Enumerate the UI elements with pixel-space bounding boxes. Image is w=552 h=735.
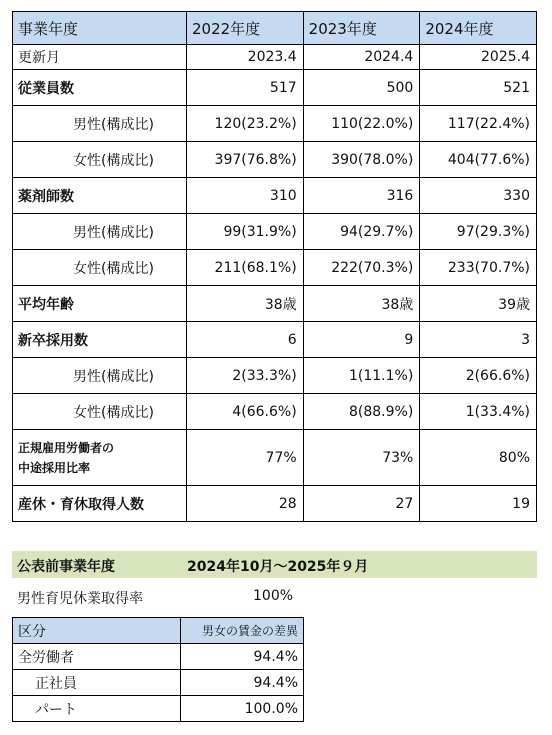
cell-value: 211(68.1%): [187, 250, 304, 286]
cell-value: 110(22.0%): [303, 106, 420, 142]
row-label: 産休・育休取得人数: [13, 486, 187, 522]
period-banner: [12, 551, 537, 578]
cell-value: 28: [187, 486, 304, 522]
row-label: 更新月: [13, 45, 187, 70]
table-row: [13, 394, 537, 430]
cell-value: 517: [187, 70, 304, 106]
wage-gap-header: 男女の賃金の差異: [181, 618, 304, 644]
cell-value: 120(23.2%): [187, 106, 304, 142]
cell-value: 521: [420, 70, 537, 106]
row-label-line: 正規雇用労働者の: [18, 440, 115, 455]
cell-value: 19: [420, 486, 537, 522]
row-label: 男性(構成比): [13, 358, 187, 394]
row-label-midcareer: [13, 430, 187, 486]
year-header-2022: 2022年度: [187, 12, 304, 45]
cell-value: 94.4%: [181, 670, 304, 696]
table-row: [13, 486, 537, 522]
cell-value: 404(77.6%): [420, 142, 537, 178]
table-header-row: [13, 618, 304, 644]
table-row: [13, 214, 537, 250]
table-row: [13, 644, 304, 670]
cell-value: 330: [420, 178, 537, 214]
employee-stats-table: [12, 11, 537, 522]
cell-value: 316: [303, 178, 420, 214]
table-row: [13, 178, 537, 214]
table-header-row: [13, 12, 537, 45]
cell-value: 38歳: [187, 286, 304, 322]
cell-value: 77%: [187, 430, 304, 486]
cell-value: 310: [187, 178, 304, 214]
cell-value: 222(70.3%): [303, 250, 420, 286]
cell-value: 38歳: [303, 286, 420, 322]
table-row: [13, 322, 537, 358]
cell-value: 94(29.7%): [303, 214, 420, 250]
cell-value: 2(66.6%): [420, 358, 537, 394]
table-row: [13, 106, 537, 142]
cell-value: 6: [187, 322, 304, 358]
cell-value: 3: [420, 322, 537, 358]
cell-value: 94.4%: [181, 644, 304, 670]
cell-value: 39歳: [420, 286, 537, 322]
row-label: パート: [13, 696, 181, 722]
row-label: 女性(構成比): [13, 250, 187, 286]
row-label-line: 中途採用比率: [18, 460, 91, 475]
cell-value: 9: [303, 322, 420, 358]
row-label: 従業員数: [13, 70, 187, 106]
row-label: 薬剤師数: [13, 178, 187, 214]
table-row: [13, 70, 537, 106]
table-row: [13, 142, 537, 178]
table-row: [13, 696, 304, 722]
fiscal-year-header: 事業年度: [13, 12, 187, 45]
cell-value: 99(31.9%): [187, 214, 304, 250]
cell-value: 80%: [420, 430, 537, 486]
table-row: [13, 358, 537, 394]
cell-value: 397(76.8%): [187, 142, 304, 178]
table-row: [13, 250, 537, 286]
table-row: [13, 286, 537, 322]
cell-value: 8(88.9%): [303, 394, 420, 430]
male-leave-rate: [12, 586, 312, 606]
cell-value: 100.0%: [181, 696, 304, 722]
cell-value: 2024.4: [303, 45, 420, 70]
male-leave-label: 男性育児休業取得率: [17, 591, 143, 607]
cell-value: 390(78.0%): [303, 142, 420, 178]
cell-value: 117(22.4%): [420, 106, 537, 142]
row-label: 正社員: [13, 670, 181, 696]
table-row: [13, 430, 537, 486]
row-label: 男性(構成比): [13, 106, 187, 142]
year-header-2023: 2023年度: [303, 12, 420, 45]
table-row: [13, 45, 537, 70]
year-header-2024: 2024年度: [420, 12, 537, 45]
row-label: 平均年齢: [13, 286, 187, 322]
row-label: 女性(構成比): [13, 142, 187, 178]
period-label: 公表前事業年度: [17, 559, 115, 575]
cell-value: 73%: [303, 430, 420, 486]
cell-value: 1(33.4%): [420, 394, 537, 430]
table-row: [13, 670, 304, 696]
cell-value: 1(11.1%): [303, 358, 420, 394]
cell-value: 4(66.6%): [187, 394, 304, 430]
row-label: 新卒採用数: [13, 322, 187, 358]
cell-value: 2023.4: [187, 45, 304, 70]
male-leave-value: 100%: [253, 588, 294, 604]
category-header: 区分: [13, 618, 181, 644]
cell-value: 2025.4: [420, 45, 537, 70]
row-label: 男性(構成比): [13, 214, 187, 250]
cell-value: 233(70.7%): [420, 250, 537, 286]
cell-value: 27: [303, 486, 420, 522]
cell-value: 2(33.3%): [187, 358, 304, 394]
row-label: 女性(構成比): [13, 394, 187, 430]
cell-value: 97(29.3%): [420, 214, 537, 250]
row-label: 全労働者: [13, 644, 181, 670]
wage-gap-table: [12, 617, 304, 722]
period-value: 2024年10月～2025年９月: [187, 559, 369, 575]
cell-value: 500: [303, 70, 420, 106]
